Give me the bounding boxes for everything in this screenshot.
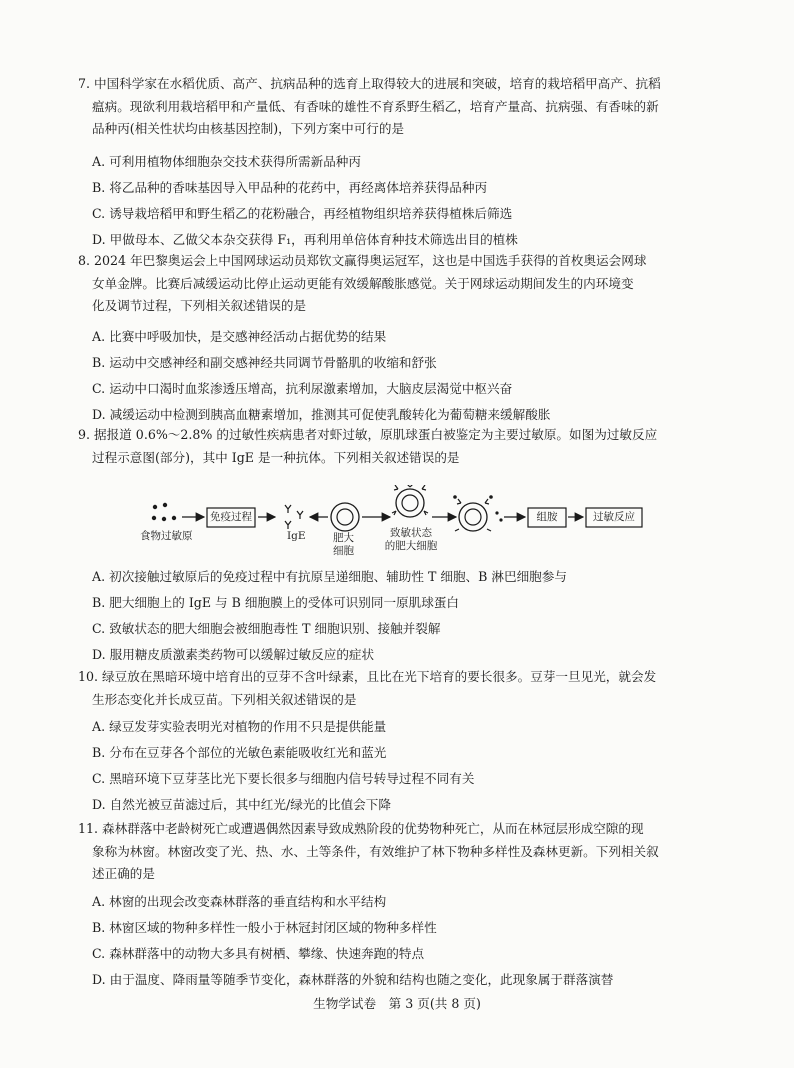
allergen-label: 食物过敏原: [140, 530, 193, 542]
question-8-line: 化及调节过程，下列相关叙述错误的是: [92, 298, 307, 313]
question-10-line: 10. 绿豆放在黑暗环境中培育出的豆芽不含叶绿素，且比在光下培育的要长很多。豆芽一旦见光，就会发: [78, 669, 657, 684]
question-9-line: 9. 据报道 0.6%～2.8% 的过敏性疾病患者对虾过敏，原肌球蛋白被鉴定为主要过敏原。如图为过敏反应: [78, 427, 658, 442]
option-c: C. 诱导栽培稻甲和野生稻乙的花粉融合，再经植物组织培养获得植株后筛选: [92, 206, 513, 221]
option-c: C. 运动中口渴时血浆渗透压增高，抗利尿激素增加，大脑皮层渴觉中枢兴奋: [92, 381, 513, 396]
option-c: C. 致敏状态的肥大细胞会被细胞毒性 T 细胞识别、接触并裂解: [92, 621, 441, 636]
option-a: A. 可利用植物体细胞杂交技术获得所需新品种丙: [92, 154, 361, 169]
option-a: A. 绿豆发芽实验表明光对植物的作用不只是提供能量: [92, 719, 387, 734]
mast-cell-label-2: 细胞: [333, 545, 354, 557]
question-7-line: 品种丙(相关性状均由核基因控制)，下列方案中可行的是: [92, 121, 405, 136]
page-footer: 生物学试卷 第 3 页(共 8 页): [313, 996, 481, 1011]
option-d: D. 由于温度、降雨量等随季节变化，森林群落的外貌和结构也随之变化，此现象属于群落演替: [92, 972, 614, 987]
option-d: D. 减缓运动中检测到胰高血糖素增加，推测其可促使乳酸转化为葡萄糖来缓解酸胀: [92, 407, 551, 422]
question-7-line: 瘟病。现欲利用栽培稻甲和产量低、有香味的雄性不育系野生稻乙，培育产量高、抗病强、有香味的新: [92, 98, 659, 114]
option-d: D. 服用糖皮质激素类药物可以缓解过敏反应的症状: [92, 647, 375, 662]
question-8-line: 8. 2024 年巴黎奥运会上中国网球运动员郑钦文赢得奥运冠军，这也是中国选手获得的首枚奥运会网球: [78, 253, 647, 268]
question-9: [78, 424, 688, 469]
ige-antibodies: [285, 505, 303, 529]
option-a: A. 初次接触过敏原后的免疫过程中有抗原呈递细胞、辅助性 T 细胞、B 淋巴细胞参与: [92, 569, 567, 584]
sensitized-mast-cell: [396, 489, 424, 517]
option-c: C. 黑暗环境下豆芽茎比光下要长很多与细胞内信号转导过程不同有关: [92, 771, 475, 786]
question-8-line: 女单金牌。比赛后减缓运动比停止运动更能有效缓解酸胀感觉。关于网球运动期间发生的内环境变: [92, 275, 634, 291]
question-9-options: [92, 567, 692, 665]
question-10-line: 生形态变化并长成豆苗。下列相关叙述错误的是: [92, 691, 357, 707]
question-11-line: 象称为林窗。林窗改变了光、热、水、土等条件，有效维护了林下物种多样性及森林更新。下列相关叙: [92, 843, 659, 859]
sensitized-label-1: 致敏状态: [390, 527, 432, 539]
option-b: B. 将乙品种的香味基因导入甲品种的花药中，再经离体培养获得品种丙: [92, 180, 488, 195]
allergen-bound-mast-cell: [459, 503, 487, 531]
ige-label: IgE: [287, 530, 306, 542]
question-11-line: 11. 森林群落中老龄树死亡或遭遇偶然因素导致成熟阶段的优势物种死亡，从而在林冠层形成空隙的现: [78, 821, 644, 836]
allergic-reaction-label: 过敏反应: [593, 511, 635, 523]
option-c: C. 森林群落中的动物大多具有树栖、攀缘、快速奔跑的特点: [92, 946, 425, 961]
sensitized-label-2: 的肥大细胞: [384, 540, 438, 552]
immune-process-label: 免疫过程: [210, 511, 252, 523]
question-11-options: [92, 892, 692, 990]
option-d: D. 自然光被豆苗滤过后，其中红光/绿光的比值会下降: [92, 797, 391, 812]
mast-cell-label-1: 肥大: [333, 532, 354, 544]
option-b: B. 肥大细胞上的 IgE 与 B 细胞膜上的受体可识别同一原肌球蛋白: [92, 595, 460, 610]
question-10: [78, 666, 688, 711]
mast-cell: [331, 503, 359, 531]
question-11: [78, 818, 688, 886]
allergen-dots: [152, 503, 176, 521]
option-a: A. 林窗的出现会改变森林群落的垂直结构和水平结构: [92, 894, 387, 909]
question-7: [78, 73, 688, 141]
option-d: D. 甲做母本、乙做父本杂交获得 F₁，再利用单倍体育种技术筛选出目的植株: [92, 232, 518, 247]
option-b: B. 运动中交感神经和副交感神经共同调节骨骼肌的收缩和舒张: [92, 355, 437, 370]
question-8-options: [92, 327, 692, 425]
histamine-label: 组胺: [536, 511, 558, 523]
question-11-line: 述正确的是: [92, 866, 155, 881]
question-8: [78, 250, 688, 318]
question-7-options: [92, 152, 692, 250]
question-7-line: 7. 中国科学家在水稻优质、高产、抗病品种的选育上取得较大的进展和突破，培育的栽培稻甲高产、抗稻: [78, 76, 661, 91]
allergy-process-diagram: [140, 485, 660, 565]
option-b: B. 分布在豆芽各个部位的光敏色素能吸收红光和蓝光: [92, 745, 387, 760]
question-10-options: [92, 717, 692, 815]
diagram-graphics: [140, 485, 660, 565]
question-9-line: 过程示意图(部分)，其中 IgE 是一种抗体。下列相关叙述错误的是: [92, 449, 460, 465]
option-b: B. 林窗区域的物种多样性一般小于林冠封闭区域的物种多样性: [92, 920, 437, 935]
option-a: A. 比赛中呼吸加快，是交感神经活动占据优势的结果: [92, 329, 387, 344]
